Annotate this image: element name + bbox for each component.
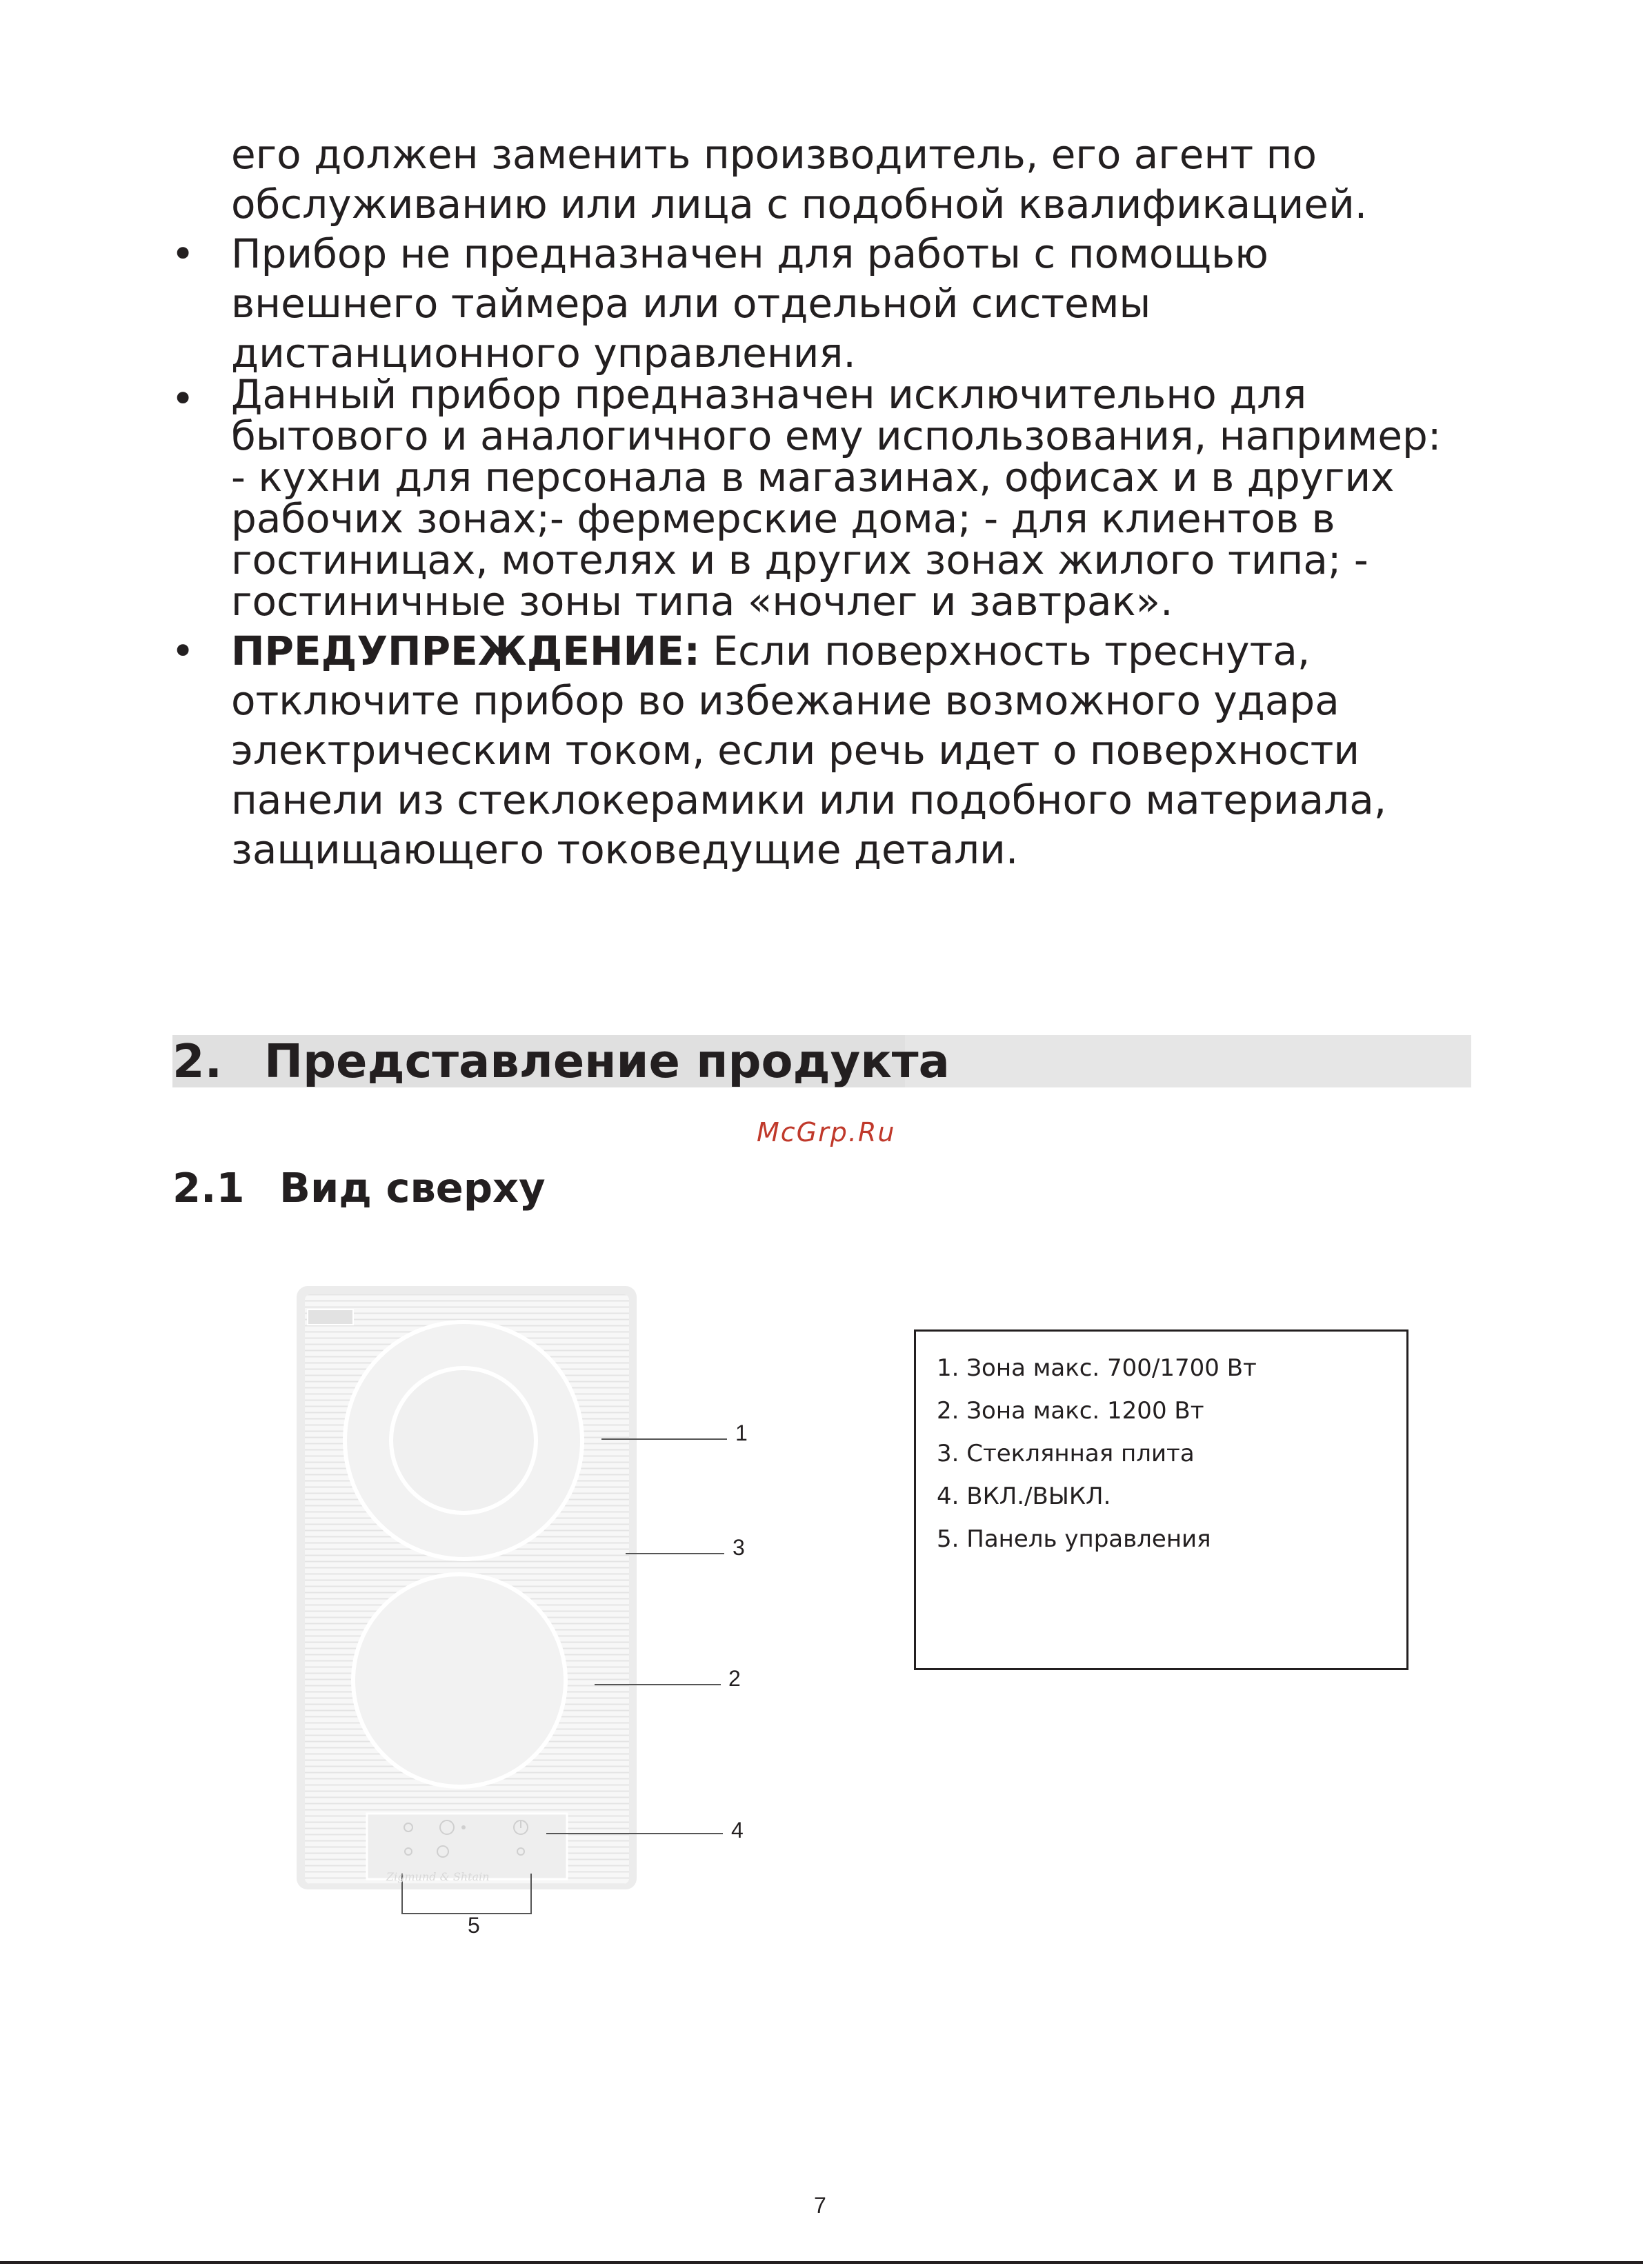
bullet-1-line-3: дистанционного управления. <box>231 330 856 377</box>
bottom-rule <box>0 2261 1643 2264</box>
page-number: 7 <box>814 2193 826 2218</box>
warning-line-4: панели из стеклокерамики или подобного материала, <box>231 776 1387 823</box>
hob-top-view-diagram <box>290 1279 773 1955</box>
callout-3: 3 <box>733 1535 745 1560</box>
legend-item-5: 5. Панель управления <box>937 1525 1211 1553</box>
watermark-link[interactable]: McGrp.Ru <box>757 1117 896 1147</box>
bullet-2-line-4: рабочих зонах;- фермерские дома; - для клиентов в <box>231 495 1335 542</box>
legend-item-3: 3. Стеклянная плита <box>937 1440 1195 1467</box>
legend-box <box>914 1329 1408 1670</box>
warning-line-5: защищающего токоведущие детали. <box>231 826 1019 873</box>
cooking-zone-1-inner <box>391 1368 536 1513</box>
callout-2: 2 <box>728 1666 741 1691</box>
bullet-marker: • <box>171 230 195 277</box>
warning-line-1 <box>231 626 1310 676</box>
bullet-2-line-5: гостиницах, мотелях и в других зонах жилого типа; - <box>231 536 1368 583</box>
bullet-2-line-1: Данный прибор предназначен исключительно для <box>231 371 1307 418</box>
control-panel <box>367 1814 567 1879</box>
intro-line-2: обслуживанию или лица с подобной квалификацией. <box>231 181 1368 228</box>
bullet-1-line-2: внешнего таймера или отдельной системы <box>231 280 1151 327</box>
callout-5: 5 <box>468 1913 480 1938</box>
callout-4: 4 <box>731 1818 744 1843</box>
warning-line-1-text: Если поверхность треснута, <box>699 628 1311 674</box>
bullet-marker: • <box>171 628 195 674</box>
legend-item-1: 1. Зона макс. 700/1700 Вт <box>937 1354 1257 1382</box>
legend-item-4: 4. ВКЛ./ВЫКЛ. <box>937 1483 1111 1510</box>
subsection-number: 2.1 <box>172 1164 245 1212</box>
warning-line-2: отключите прибор во избежание возможного удара <box>231 677 1340 724</box>
bullet-marker: • <box>171 375 195 422</box>
logo-marking <box>308 1309 353 1325</box>
bullet-2-line-6: гостиничные зоны типа «ночлег и завтрак». <box>231 578 1173 625</box>
section-title: Представление продукта <box>264 1034 950 1088</box>
section-number: 2. <box>172 1034 223 1088</box>
legend-item-2: 2. Зона макс. 1200 Вт <box>937 1397 1204 1425</box>
bullet-2-line-2: бытового и аналогичного ему использования, например: <box>231 412 1442 459</box>
cooking-zone-2 <box>353 1574 566 1787</box>
brand-marking: Zigmund & Shtain <box>386 1870 490 1883</box>
indicator-dot-icon <box>461 1825 466 1829</box>
intro-line-1: его должен заменить производитель, его агент по <box>231 131 1317 178</box>
warning-line-3: электрическим током, если речь идет о поверхности <box>231 727 1360 774</box>
bullet-2-line-3: - кухни для персонала в магазинах, офисах и в других <box>231 454 1395 501</box>
subsection-title: Вид сверху <box>279 1164 546 1212</box>
warning-label: ПРЕДУПРЕЖДЕНИЕ: <box>231 628 700 674</box>
bullet-1-line-1: Прибор не предназначен для работы с помощью <box>231 230 1269 277</box>
callout-1: 1 <box>735 1421 748 1445</box>
